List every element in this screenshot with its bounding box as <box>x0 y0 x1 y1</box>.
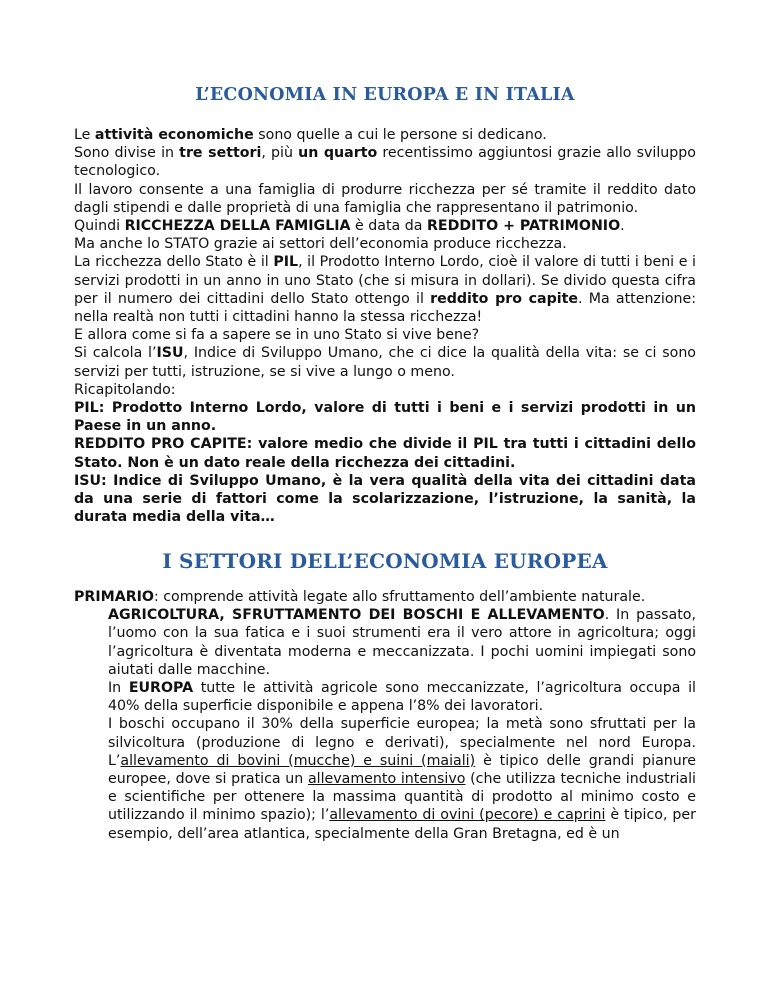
sectors-section <box>74 588 696 843</box>
paragraph-pil: La ricchezza dello Stato è il PIL, il Prodotto Interno Lordo, cioè il valore di tutti i beni e i servizi prodotti in un anno in uno Stato (che si misura in dollari). Se divido questa cifra per il numero dei cittadini dello Stato ottengo il reddito pro capite. Ma attenzione: nella realtà non tutti i cittadini hanno la stessa ricchezza! <box>74 254 697 326</box>
definition-isu: ISU: Indice di Sviluppo Umano, è la vera qualità della vita dei cittadini data da una serie di fattori come la scolarizzazione, l’istruzione, la sanità, la durata media della vita… <box>74 472 696 526</box>
definition-pil: PIL: Prodotto Interno Lordo, valore di tutti i beni e i servizi prodotti in un Paese in un anno. <box>74 400 696 435</box>
paragraph-lavoro: Il lavoro consente a una famiglia di produrre ricchezza per sé tramite il reddito dato dagli stipendi e dalle proprietà di una famiglia che rappresentano il patrimonio. <box>74 181 696 216</box>
page-title: L’ECONOMIA IN EUROPA E IN ITALIA <box>195 85 575 105</box>
paragraph-stato: Ma anche lo STATO grazie ai settori dell’economia produce ricchezza. <box>74 236 567 253</box>
paragraph-boschi: I boschi occupano il 30% della superficie europea; la metà sono sfruttati per la silvicoltura (produzione di legno e derivati), specialmente nel nord Europa. L’allevamento di bovini (mucche) e suini (maiali) è tipico delle grandi pianure europee, dove si pratica un allevamento intensivo (che utilizza tecniche industriali e scientifiche per ottenere la massima quantità di prodotto al minimo costo e utilizzando il minimo spazio); l’allevamento di ovini (pecore) e caprini è tipico, per esempio, dell’area atlantica, specialmente della Gran Bretagna, ed è un <box>108 716 696 842</box>
paragraph-agricoltura: AGRICOLTURA, SFRUTTAMENTO DEI BOSCHI E ALLEVAMENTO. In passato, l’uomo con la sua fatica e i suoi strumenti era il vero attore in agricoltura; oggi l’agricoltura è diventata moderna e meccanizzata. I pochi uomini impiegati sono aiutati dalle macchine. <box>108 607 696 678</box>
paragraph-domanda: E allora come si fa a sapere se in uno Stato si vive bene? <box>74 327 480 344</box>
paragraph-ricapitolando: Ricapitolando: <box>74 381 176 398</box>
intro-section <box>74 126 696 526</box>
section-title: I SETTORI DELL’ECONOMIA EUROPEA <box>162 549 608 573</box>
paragraph-settori: Sono divise in tre settori, più un quarto recentissimo aggiuntosi grazie allo sviluppo tecnologico. <box>74 145 696 180</box>
definition-reddito-pro-capite: REDDITO PRO CAPITE: valore medio che divide il PIL tra tutti i cittadini dello Stato. Non è un dato reale della ricchezza dei cittadini. <box>74 436 696 471</box>
paragraph-ricchezza-famiglia: Quindi RICCHEZZA DELLA FAMIGLIA è data da REDDITO + PATRIMONIO. <box>74 218 625 235</box>
paragraph-europa: In EUROPA tutte le attività agricole sono meccanizzate, l’agricoltura occupa il 40% della superficie disponibile e appena l’8% dei lavoratori. <box>108 680 696 715</box>
paragraph-primario: PRIMARIO: comprende attività legate allo sfruttamento dell’ambiente naturale. <box>74 589 646 605</box>
paragraph-isu: Si calcola l’ISU, Indice di Sviluppo Umano, che ci dice la qualità della vita: se ci sono servizi per tutti, istruzione, se si vive a lungo o meno. <box>74 345 696 380</box>
paragraph-attivita: Le attività economiche sono quelle a cui le persone si dedicano. <box>74 127 547 143</box>
